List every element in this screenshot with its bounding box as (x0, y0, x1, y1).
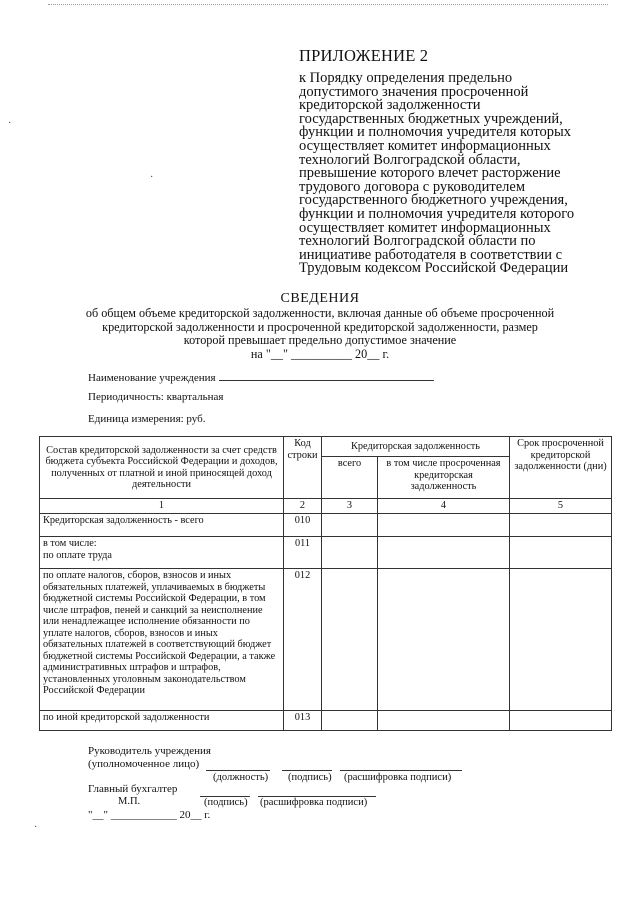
row-name: в том числе: по оплате труда (40, 537, 284, 569)
signature-line[interactable] (282, 770, 332, 771)
cell-overdue[interactable] (378, 537, 510, 569)
position-caption: (должность) (213, 772, 269, 783)
row-name: по иной кредиторской задолженности (40, 711, 284, 731)
document-subheading (80, 307, 560, 361)
appendix-line: инициативе работодателя в соответствии с (299, 246, 563, 263)
head-label: Руководитель учреждения (88, 745, 211, 757)
header-composition: Состав кредиторской задолженности за счет средств бюджета субъекта Российской Федерации и доходов, полученных от платной и иной приносящей доход деятельности (40, 437, 284, 499)
header-term: Срок просроченной кредиторской задолженности (дни) (510, 437, 612, 499)
top-border-line (48, 4, 608, 5)
column-number: 4 (378, 499, 510, 514)
row-code: 011 (284, 537, 322, 569)
appendix-line: осуществляет комитет информационных (299, 137, 551, 154)
scan-speck: · (150, 172, 154, 183)
signature-caption: (подпись) (288, 772, 332, 783)
header-total: всего (322, 457, 378, 499)
appendix-line: кредиторской задолженности (299, 97, 481, 114)
periodicity: Периодичность: квартальная (88, 391, 224, 403)
cell-term[interactable] (510, 711, 612, 731)
appendix-line: технологий Волгоградской области, (299, 151, 521, 168)
table-row (40, 537, 612, 569)
institution-input-line[interactable] (219, 370, 434, 381)
table-row (40, 569, 612, 711)
scan-speck: · (8, 118, 12, 129)
cell-overdue[interactable] (378, 569, 510, 711)
row-name: по оплате налогов, сборов, взносов и иных обязательных платежей, уплачиваемых в бюджеты бюджетной системы Российской Федерации, в том числе штрафов, пеней и санкций за неисполнение или ненадлежащее исполнение обязанности по уплате налогов, сборов, взносов и иных обязательных платежей в соответствующий бюджет бюджетной системы Российской Федерации, а также административных штрафов и штрафов, установленных уголовным законодательством Российской Федерации (40, 569, 284, 711)
stamp-label: М.П. (118, 796, 141, 807)
unit-of-measure: Единица измерения: руб. (88, 413, 206, 425)
appendix-line: государственного бюджетного учреждения, (299, 192, 568, 209)
appendix-line: превышение которого влечет расторжение (299, 165, 561, 182)
accountant-label: Главный бухгалтер (88, 783, 178, 795)
scan-speck: · (34, 822, 38, 833)
cell-total[interactable] (322, 537, 378, 569)
decoding-line[interactable] (340, 770, 462, 771)
decoding-caption: (расшифровка подписи) (344, 772, 452, 783)
appendix-line: Трудовым кодексом Российской Федерации (299, 260, 569, 277)
cell-total[interactable] (322, 711, 378, 731)
row-code: 012 (284, 569, 322, 711)
appendix-line: к Порядку определения предельно (299, 70, 513, 86)
table-row (40, 514, 612, 537)
row-code: 013 (284, 711, 322, 731)
payables-table (39, 436, 612, 731)
appendix-line: допустимого значения просроченной (299, 83, 529, 100)
appendix-line: государственных бюджетных учреждений, (299, 110, 563, 127)
table-row (40, 711, 612, 731)
document-heading: СВЕДЕНИЯ (280, 291, 360, 306)
row-name: Кредиторская задолженность - всего (40, 514, 284, 537)
row-code: 010 (284, 514, 322, 537)
cell-overdue[interactable] (378, 514, 510, 537)
appendix-line: осуществляет комитет информационных (299, 219, 551, 236)
cell-term[interactable] (510, 514, 612, 537)
header-overdue: в том числе просроченная кредиторская задолженность (378, 457, 510, 499)
column-number: 2 (284, 499, 322, 514)
cell-overdue[interactable] (378, 711, 510, 731)
appendix-line: функции и полномочия учредителя которых (299, 124, 572, 141)
column-number: 1 (40, 499, 284, 514)
cell-term[interactable] (510, 569, 612, 711)
appendix-line: технологий Волгоградской области по (299, 233, 536, 250)
accountant-signature-caption: (подпись) (204, 797, 248, 808)
institution-field (88, 370, 434, 384)
column-number: 3 (322, 499, 378, 514)
report-date: на "__" __________ 20__ г. (250, 346, 390, 361)
signature-date: "__" ____________ 20__ г. (88, 809, 211, 821)
cell-total[interactable] (322, 514, 378, 537)
column-number: 5 (510, 499, 612, 514)
institution-label: Наименование учреждения (88, 372, 216, 384)
accountant-decoding-caption: (расшифровка подписи) (260, 797, 368, 808)
header-payables: Кредиторская задолженность (322, 437, 510, 457)
appendix-text (299, 72, 599, 276)
appendix-title: ПРИЛОЖЕНИЕ 2 (299, 46, 429, 65)
subheading-line: об общем объеме кредиторской задолженности, включая данные об объеме просроченной (85, 306, 555, 320)
cell-total[interactable] (322, 569, 378, 711)
header-code: Код строки (284, 437, 322, 499)
subheading-line: кредиторской задолженности и просроченной кредиторской задолженности, размер (102, 319, 538, 334)
head-label-sub: (уполномоченное лицо) (88, 758, 200, 770)
appendix-line: трудового договора с руководителем (299, 178, 526, 195)
position-line[interactable] (206, 770, 270, 771)
cell-term[interactable] (510, 537, 612, 569)
subheading-line: которой превышает предельно допустимое значение (183, 333, 457, 347)
appendix-line: функции и полномочия учредителя которого (299, 205, 575, 222)
